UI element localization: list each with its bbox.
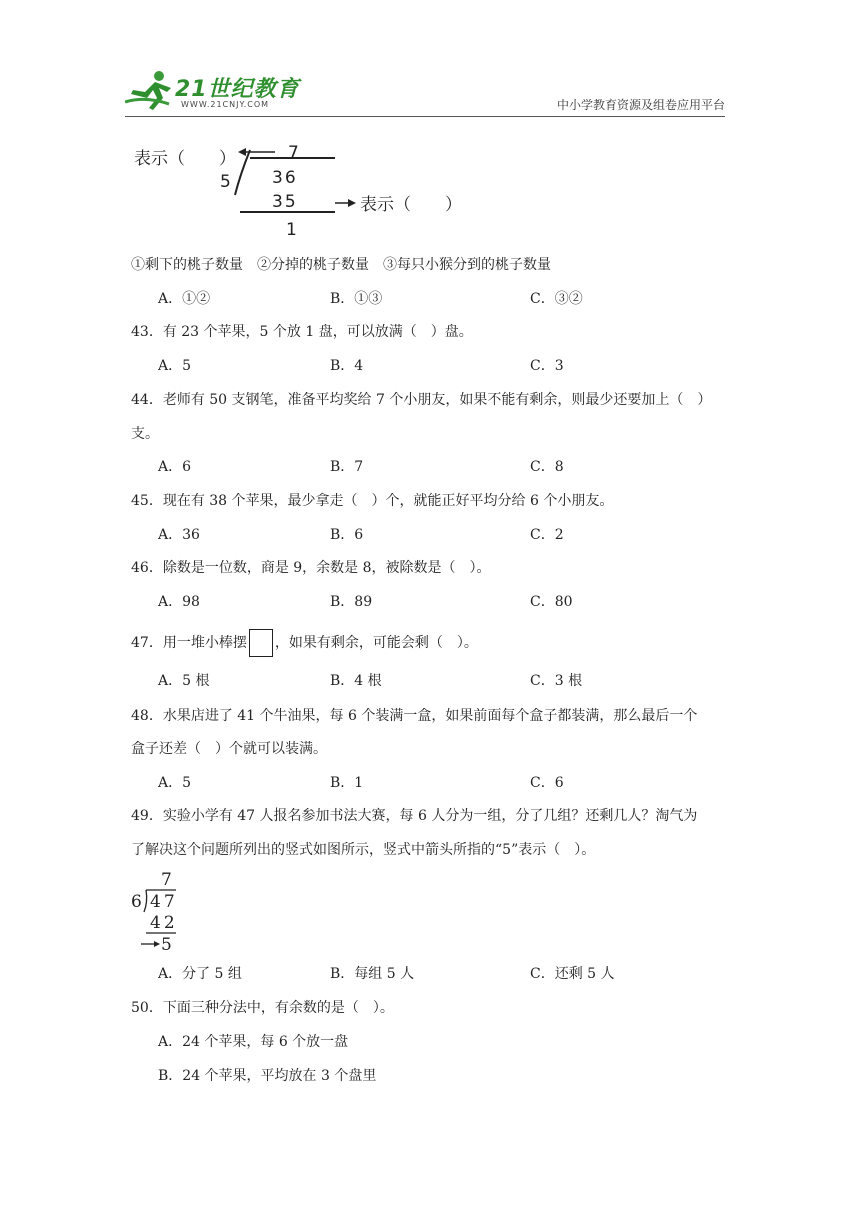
q45-option-b[interactable]: B．6 [330,527,364,543]
q47-option-c[interactable]: C．3 根 [530,673,583,689]
q42-choices: ①剩下的桃子数量 ②分掉的桃子数量 ③每只小猴分到的桃子数量 [131,257,551,273]
q50-option-b[interactable]: B．24 个苹果，平均放在 3 个盘里 [158,1068,377,1084]
q48-line2: 盒子还差（ ）个就可以装满。 [131,741,327,757]
q43-option-a[interactable]: A．5 [158,358,192,374]
q45-text: 45．现在有 38 个苹果，最少拿走（ ）个，就能正好平均分给 6 个小朋友。 [131,493,614,509]
q45-option-c[interactable]: C．2 [530,527,564,543]
q50-text: 50．下面三种分法中，有余数的是（ ）。 [131,1000,394,1016]
q49-option-c[interactable]: C．还剩 5 人 [530,966,615,982]
quotient: 7 [288,143,299,163]
q47-text-after: ，如果有剩余，可能会剩（ ）。 [274,635,478,651]
q46-option-a[interactable]: A．98 [158,594,200,610]
q44-line1: 44．老师有 50 支钢笔，准备平均奖给 7 个小朋友，如果不能有剩余，则最少还要加上（ ） [131,392,712,408]
q48-option-a[interactable]: A．5 [158,775,192,791]
q48-option-c[interactable]: C．6 [530,775,564,791]
q49-divisor: 6 [131,892,142,912]
q42-option-a[interactable]: A．①② [158,291,211,307]
q49-option-b[interactable]: B．每组 5 人 [330,966,415,982]
top-division-figure [130,140,490,245]
q49-line1: 49．实验小学有 47 人报名参加书法大赛，每 6 人分为一组，分了几组？还剩几人？淘气为 [131,808,698,824]
q44-option-c[interactable]: C．8 [530,459,564,475]
logo-runner-icon [125,68,177,112]
dividend: 36 [272,168,298,188]
q42-option-c[interactable]: C．③② [530,291,583,307]
logo-url: WWW.21CNJY.COM [181,100,270,109]
q44-line2: 支。 [131,426,159,442]
q44-option-a[interactable]: A．6 [158,459,192,475]
q42-option-b[interactable]: B．①③ [330,291,383,307]
q48-option-b[interactable]: B．1 [330,775,364,791]
q50-option-a[interactable]: A．24 个苹果，每 6 个放一盘 [158,1034,349,1050]
q46-text: 46．除数是一位数，商是 9，余数是 8，被除数是（ ）。 [131,560,491,576]
q43-text: 43．有 23 个苹果，5 个放 1 盘，可以放满（ ）盘。 [131,324,473,340]
q46-option-b[interactable]: B．89 [330,594,373,610]
q47-text [131,628,478,658]
product: 35 [272,192,298,212]
q49-dividend: 47 [150,892,178,912]
q49-division-figure [128,868,188,958]
q47-text-before: 47．用一堆小棒摆 [131,635,247,651]
divisor: 5 [220,172,231,192]
q47-option-a[interactable]: A．5 根 [158,673,210,689]
platform-name: 中小学教育资源及组卷应用平台 [556,98,725,112]
label-right: 表示（ ） [360,195,462,215]
q49-option-a[interactable]: A．分了 5 组 [158,966,242,982]
q43-option-b[interactable]: B．4 [330,358,364,374]
q47-option-b[interactable]: B．4 根 [330,673,382,689]
header [125,66,725,116]
q48-line1: 48．水果店进了 41 个牛油果，每 6 个装满一盒，如果前面每个盒子都装满，那么最后一个 [131,708,698,724]
q46-option-c[interactable]: C．80 [530,594,573,610]
q44-option-b[interactable]: B．7 [330,459,364,475]
q49-quotient: 7 [161,870,172,890]
q49-remainder: 5 [161,935,172,955]
q43-option-c[interactable]: C．3 [530,358,564,374]
square-shape-icon [249,629,273,657]
q49-line2: 了解决这个问题所列出的竖式如图所示，竖式中箭头所指的“5”表示（ ）。 [131,842,596,858]
q45-option-a[interactable]: A．36 [158,527,200,543]
remainder: 1 [286,220,297,240]
label-top: 表示（ ） [134,149,236,169]
header-rule [125,116,725,117]
logo-text: 21世纪教育 [175,77,300,102]
q49-product: 42 [150,913,178,933]
